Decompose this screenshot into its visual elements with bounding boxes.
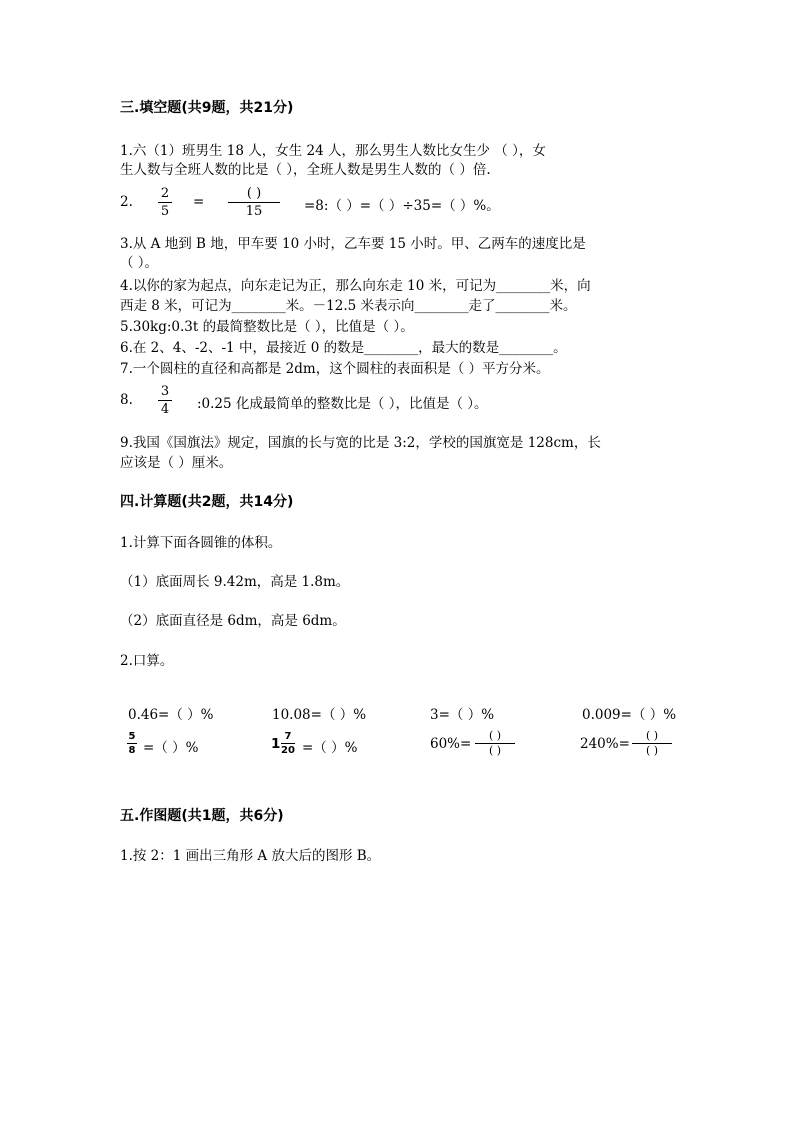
calc-item: 3=（ ）% <box>430 707 495 723</box>
calc-item: 0.009=（ ）% <box>582 707 677 723</box>
fraction-numerator: ( ) <box>488 729 502 742</box>
s5-q1: 1.按 2：1 画出三角形 A 放大后的图形 B。 <box>120 848 381 864</box>
s4-q1-a: （1）底面周长 9.42m，高是 1.8m。 <box>120 574 350 590</box>
fraction-numerator: 3 <box>160 384 170 399</box>
fraction-bar <box>158 400 172 401</box>
fraction-numerator: 5 <box>128 731 136 742</box>
calc-paren-fraction <box>632 730 672 757</box>
s3-q4-line1: 4.以你的家为起点，向东走记为正，那么向东走 10 米，可记为________米，向 <box>120 278 591 294</box>
s3-q2-rest: =8:（ ）=（ ）÷35=（ ）%。 <box>304 198 500 214</box>
fraction-denominator: 15 <box>245 204 263 219</box>
fraction-bar <box>281 743 295 744</box>
calc-paren-fraction <box>475 730 515 757</box>
s3-q8-rest: :0.25 化成最简单的整数比是（ ），比值是（ ）。 <box>197 396 488 412</box>
s3-q2-label: 2. <box>120 194 133 210</box>
s3-q9-line1: 9.我国《国旗法》规定，国旗的长与宽的比是 3:2，学校的国旗宽是 128cm，长 <box>120 435 601 451</box>
fraction-numerator: ( ) <box>246 186 262 201</box>
calc-fraction <box>281 731 295 756</box>
calc-item: 10.08=（ ）% <box>272 707 367 723</box>
s3-q1-line2: 生人数与全班人数的比是（ ），全班人数是男生人数的（ ）倍. <box>120 162 491 178</box>
s3-q2-blank-fraction <box>228 186 280 219</box>
s3-q4-line2: 西走 8 米，可记为________米。－12.5 米表示向________走了________米。 <box>120 298 577 314</box>
fraction-numerator: 2 <box>160 186 170 201</box>
section3-title: 三.填空题(共9题，共21分) <box>120 100 294 116</box>
fraction-bar <box>228 202 280 203</box>
s3-q2-fraction <box>158 186 172 219</box>
fraction-denominator: 4 <box>160 402 170 417</box>
s3-q6: 6.在 2、4、-2、-1 中，最接近 0 的数是________，最大的数是________。 <box>120 340 567 356</box>
s4-q1: 1.计算下面各圆锥的体积。 <box>120 535 282 551</box>
s4-q2: 2.口算。 <box>120 653 174 669</box>
calc-item: =（ ）% <box>302 740 358 756</box>
fraction-denominator: ( ) <box>488 744 502 757</box>
fraction-bar <box>158 202 172 203</box>
calc-item: 0.46=（ ）% <box>128 707 214 723</box>
section5-title: 五.作图题(共1题，共6分) <box>120 808 284 824</box>
calc-item: =（ ）% <box>143 740 199 756</box>
calc-whole-number: 1 <box>271 736 281 752</box>
fraction-numerator: 7 <box>284 731 292 742</box>
s4-q1-b: （2）底面直径是 6dm，高是 6dm。 <box>120 613 346 629</box>
section4-title: 四.计算题(共2题，共14分) <box>120 494 294 510</box>
s3-q3-line2: （ ）。 <box>120 255 159 271</box>
calc-item: 240%= <box>580 736 630 752</box>
fraction-denominator: 8 <box>128 745 136 756</box>
fraction-denominator: ( ) <box>645 744 659 757</box>
fraction-denominator: 5 <box>160 204 170 219</box>
s3-q3-line1: 3.从 A 地到 B 地，甲车要 10 小时，乙车要 15 小时。甲、乙两车的速度比是 <box>120 236 586 252</box>
s3-q7: 7.一个圆柱的直径和高都是 2dm，这个圆柱的表面积是（ ）平方分米。 <box>120 361 550 377</box>
calc-item: 60%= <box>430 736 472 752</box>
s3-q2-equals: = <box>193 194 205 210</box>
fraction-bar <box>127 743 137 744</box>
s3-q8-fraction <box>158 384 172 417</box>
fraction-denominator: 20 <box>281 745 295 756</box>
s3-q8-label: 8. <box>120 392 133 408</box>
fraction-numerator: ( ) <box>645 729 659 742</box>
calc-fraction <box>127 731 137 756</box>
s3-q9-line2: 应该是（ ）厘米。 <box>120 455 233 471</box>
s3-q5: 5.30kg:0.3t 的最简整数比是（ ），比值是（ ）。 <box>120 319 414 335</box>
s3-q1-line1: 1.六（1）班男生 18 人，女生 24 人，那么男生人数比女生少 （ ），女 <box>120 143 546 159</box>
